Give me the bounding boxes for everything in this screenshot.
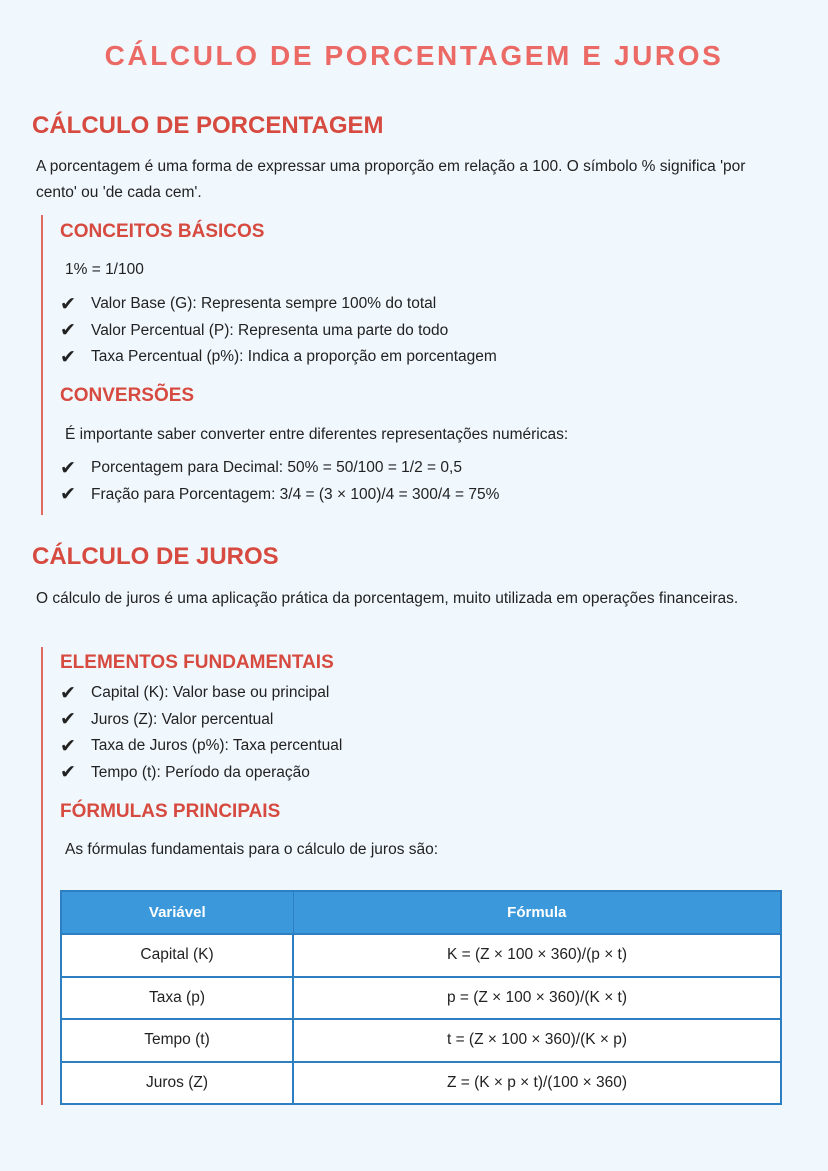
subsection-heading-conceitos: CONCEITOS BÁSICOS	[60, 221, 265, 242]
list-item: ✔ Taxa Percentual (p%): Indica a proporção em porcentagem	[60, 346, 497, 368]
section-heading-juros: CÁLCULO DE JUROS	[32, 543, 279, 570]
list-item: ✔ Taxa de Juros (p%): Taxa percentual	[60, 735, 343, 757]
table-row	[61, 977, 781, 1020]
formula-note: 1% = 1/100	[65, 261, 144, 278]
list-item: ✔ Valor Percentual (P): Representa uma parte do todo	[60, 320, 449, 342]
list-item: ✔ Tempo (t): Período da operação	[60, 762, 310, 784]
check-icon: ✔	[60, 484, 76, 506]
list-conceitos	[60, 291, 497, 371]
column-header-variavel: Variável	[61, 891, 293, 934]
list-item: ✔ Porcentagem para Decimal: 50% = 50/100 = 1/2 = 0,5	[60, 457, 462, 479]
section-intro-porcentagem: A porcentagem é uma forma de expressar uma proporção em relação a 100. O símbolo % significa 'por cento' ou 'de cada cem'.	[36, 158, 746, 201]
check-icon: ✔	[60, 457, 76, 479]
subsection-heading-formulas: FÓRMULAS PRINCIPAIS	[60, 801, 281, 822]
table-cell-variable: Tempo (t)	[61, 1019, 293, 1062]
table-cell-variable: Capital (K)	[61, 934, 293, 977]
check-icon: ✔	[60, 320, 76, 342]
check-icon: ✔	[60, 735, 76, 757]
check-icon: ✔	[60, 682, 76, 704]
table-cell-variable: Juros (Z)	[61, 1062, 293, 1105]
section-heading-porcentagem: CÁLCULO DE PORCENTAGEM	[32, 112, 384, 139]
list-item: ✔ Valor Base (G): Representa sempre 100% do total	[60, 293, 437, 315]
list-item: ✔ Juros (Z): Valor percentual	[60, 709, 274, 731]
list-item: ✔ Fração para Porcentagem: 3/4 = (3 × 100)/4 = 300/4 = 75%	[60, 484, 500, 506]
subsection-heading-conversoes: CONVERSÕES	[60, 385, 195, 406]
table-cell-formula: p = (Z × 100 × 360)/(K × t)	[293, 977, 781, 1020]
subsection-group-porcentagem	[41, 215, 786, 515]
table-row	[61, 934, 781, 977]
table-cell-formula: t = (Z × 100 × 360)/(K × p)	[293, 1019, 781, 1062]
table-row	[61, 1019, 781, 1062]
table-cell-formula: K = (Z × 100 × 360)/(p × t)	[293, 934, 781, 977]
check-icon: ✔	[60, 709, 76, 731]
section-intro-juros: O cálculo de juros é uma aplicação prática da porcentagem, muito utilizada em operações financeiras.	[36, 590, 739, 607]
table-cell-variable: Taxa (p)	[61, 977, 293, 1020]
conversion-note: É importante saber converter entre diferentes representações numéricas:	[65, 426, 569, 443]
check-icon: ✔	[60, 293, 76, 315]
subsection-heading-elementos: ELEMENTOS FUNDAMENTAIS	[60, 652, 334, 673]
table-row	[61, 1062, 781, 1105]
list-elementos	[60, 680, 342, 786]
table-cell-formula: Z = (K × p × t)/(100 × 360)	[293, 1062, 781, 1105]
page-title: CÁLCULO DE PORCENTAGEM E JUROS	[104, 40, 724, 71]
list-conversoes	[60, 455, 499, 508]
check-icon: ✔	[60, 762, 76, 784]
check-icon: ✔	[60, 346, 76, 368]
formulas-table	[60, 890, 782, 1105]
formulas-note: As fórmulas fundamentais para o cálculo de juros são:	[65, 841, 439, 858]
subsection-group-juros	[41, 647, 786, 1105]
column-header-formula: Fórmula	[293, 891, 781, 934]
list-item: ✔ Capital (K): Valor base ou principal	[60, 682, 330, 704]
table-header-row	[61, 891, 781, 934]
